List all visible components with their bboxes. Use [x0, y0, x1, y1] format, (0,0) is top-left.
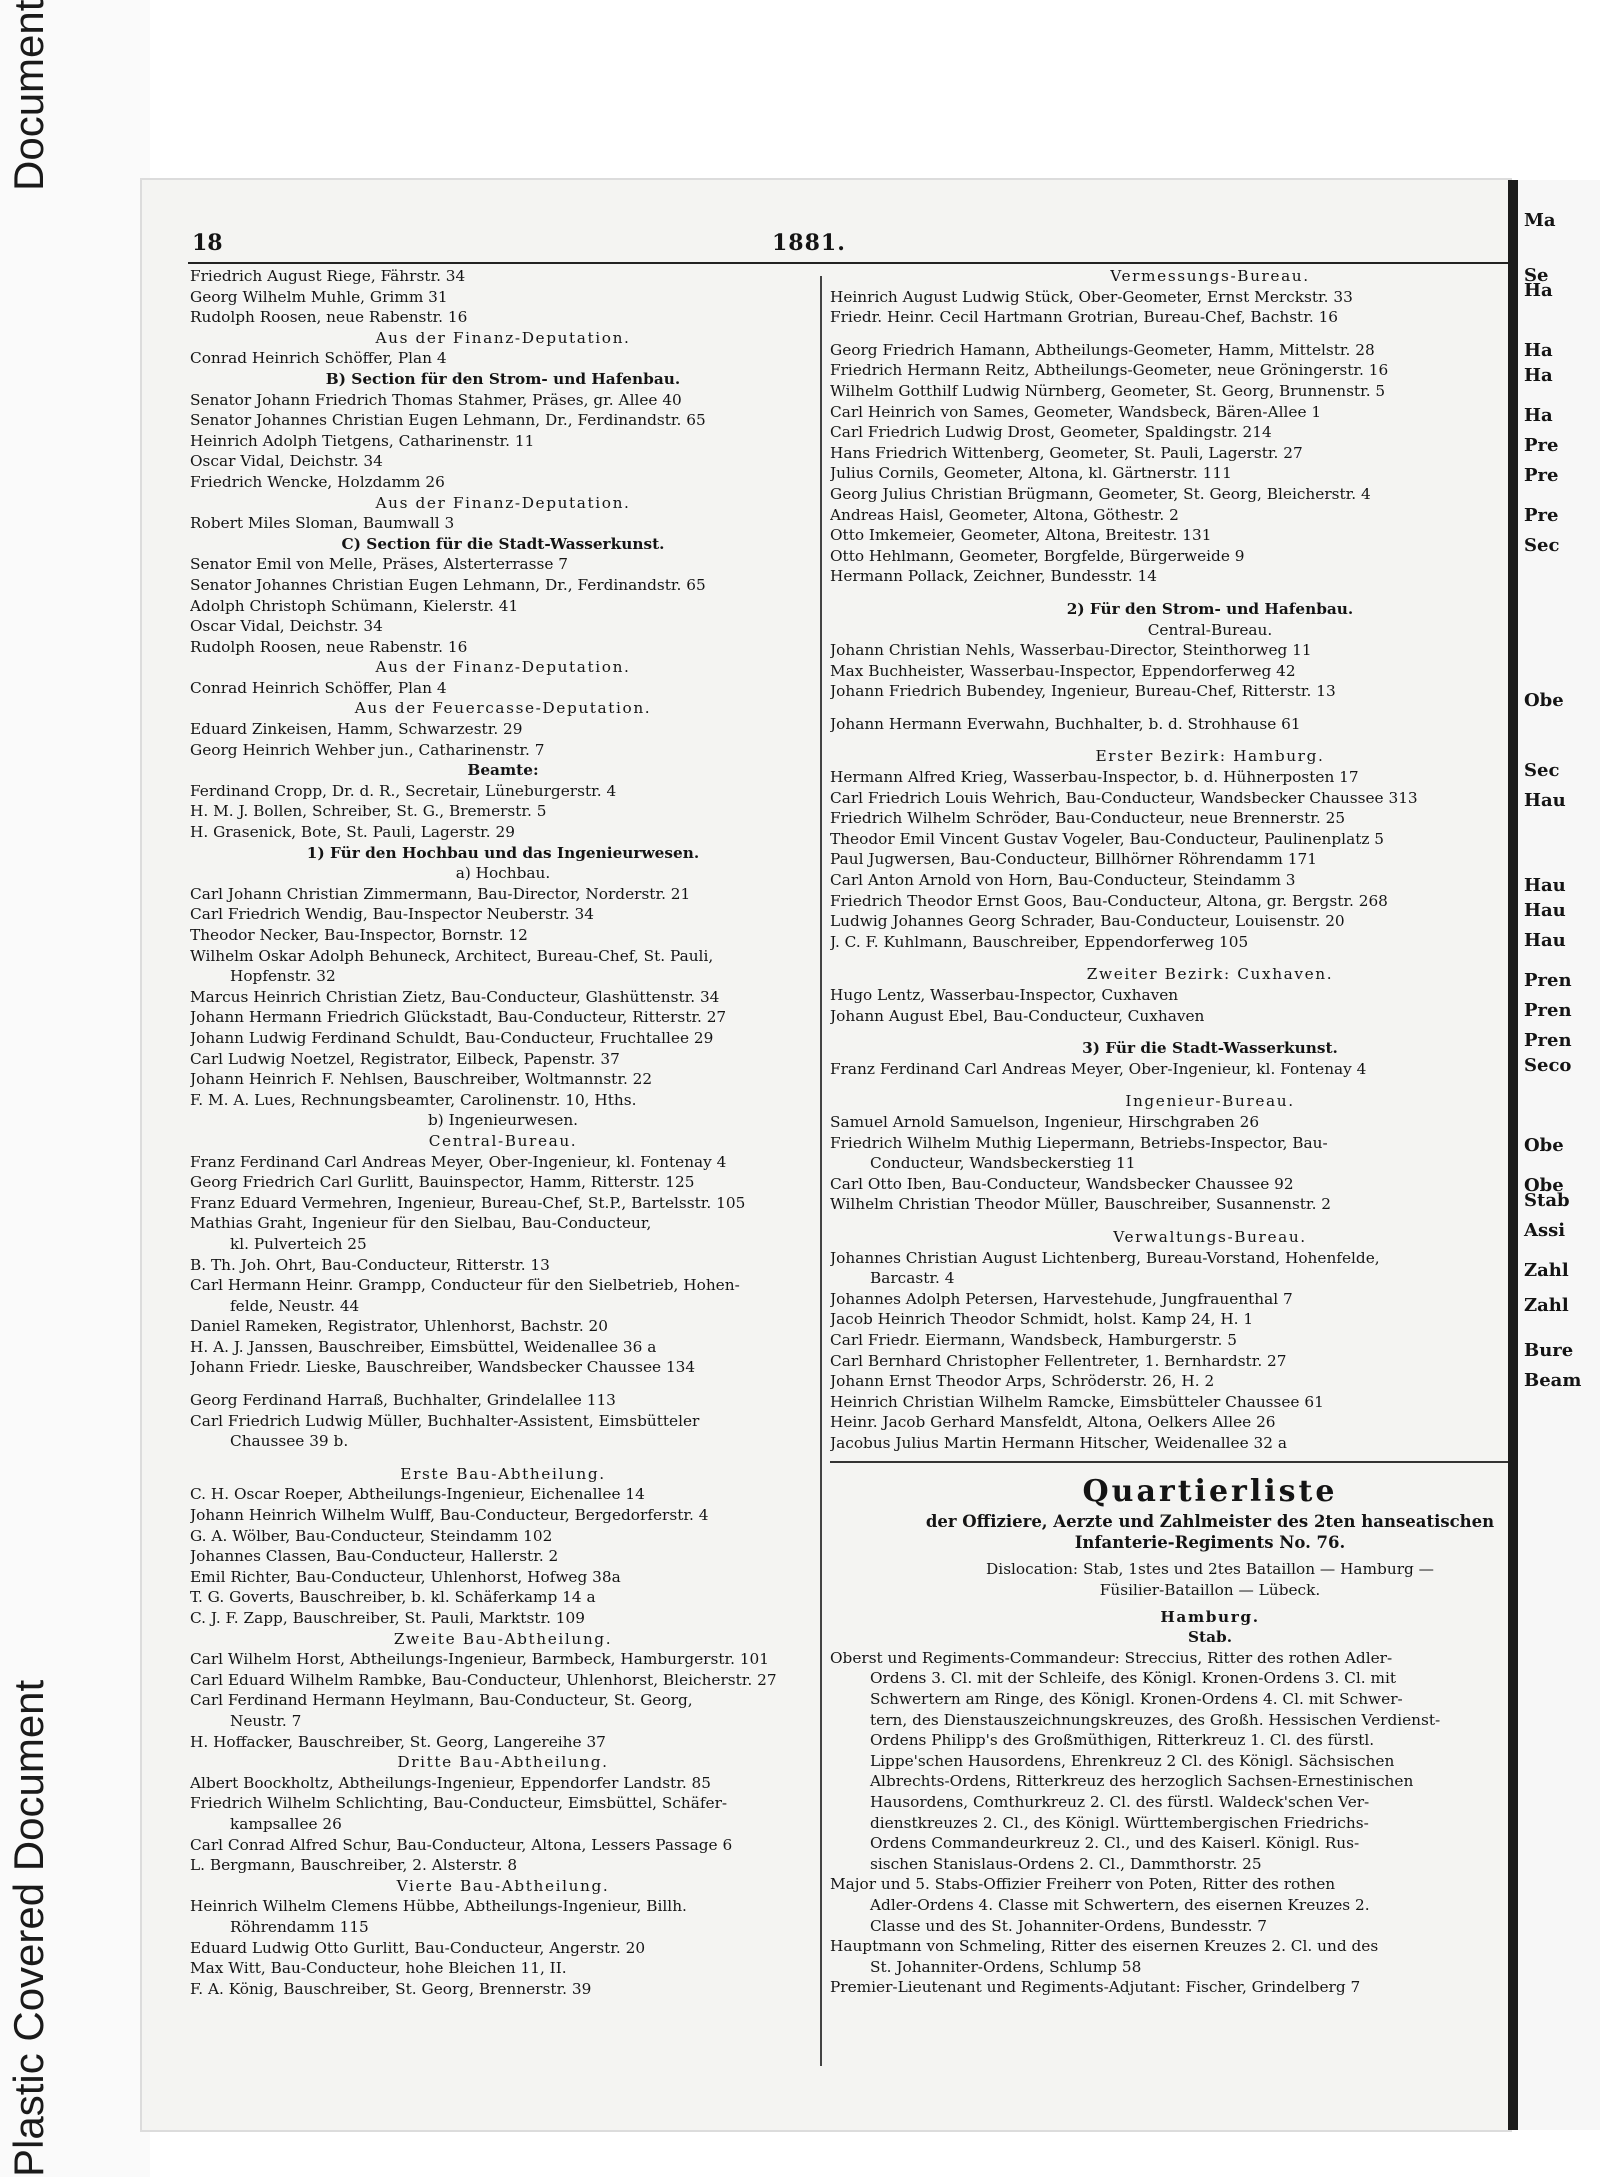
text-line: Wilhelm Oskar Adolph Behuneck, Architect, Bureau-Chef, St. Pauli,: [190, 946, 714, 965]
text-line: Wilhelm Gotthilf Ludwig Nürnberg, Geometer, St. Georg, Brunnenstr. 5: [830, 381, 1386, 400]
text-line: Andreas Haisl, Geometer, Altona, Göthestr. 2: [830, 505, 1179, 524]
text-line: F. A. König, Bauschreiber, St. Georg, Brennerstr. 39: [190, 1979, 592, 1998]
text-line: Heinrich Wilhelm Clemens Hübbe, Abtheilungs-Ingenieur, Billh.: [190, 1897, 687, 1916]
text-line: F. M. A. Lues, Rechnungsbeamter, Carolinenstr. 10, Hths.: [190, 1090, 637, 1109]
spacer: [830, 1026, 1590, 1038]
text-line: 3) Für die Stadt-Wasserkunst.: [1082, 1039, 1338, 1058]
text-line: Albrechts-Ordens, Ritterkreuz des herzoglich Sachsen-Ernestinischen: [870, 1772, 1414, 1791]
text-line: Jacobus Julius Martin Hermann Hitscher, Weidenallee 32 a: [830, 1433, 1287, 1452]
text-line: Max Witt, Bau-Conducteur, hohe Bleichen 11, II.: [190, 1959, 567, 1978]
text-line: Conrad Heinrich Schöffer, Plan 4: [190, 678, 447, 697]
next-page-text: Pre: [1524, 465, 1559, 486]
quartier-subtitle-2: Infanterie-Regiments No. 76.: [1074, 1533, 1346, 1553]
text-line: Johann Heinrich Wilhelm Wulff, Bau-Conducteur, Bergedorferstr. 4: [190, 1506, 709, 1525]
text-line: Johann Hermann Friedrich Glückstadt, Bau-Conducteur, Ritterstr. 27: [190, 1008, 727, 1027]
text-line: Johann Hermann Everwahn, Buchhalter, b. d. Strohhause 61: [830, 714, 1301, 733]
text-line: Rudolph Roosen, neue Rabenstr. 16: [190, 308, 468, 327]
text-line: Johann Ludwig Ferdinand Schuldt, Bau-Conducteur, Fruchtallee 29: [190, 1028, 714, 1047]
text-line: Aus der Finanz-Deputation.: [375, 658, 631, 677]
text-line: Friedrich Wilhelm Schlichting, Bau-Conducteur, Eimsbüttel, Schäfer-: [190, 1794, 728, 1813]
text-line: Conrad Heinrich Schöffer, Plan 4: [190, 349, 447, 368]
next-page-text: Ha: [1524, 340, 1553, 361]
text-line: Carl Bernhard Christopher Fellentreter, 1. Bernhardstr. 27: [830, 1351, 1287, 1370]
next-page-text: Pre: [1524, 505, 1559, 526]
left-column: [190, 266, 816, 1999]
text-line: Friedrich Wencke, Holzdamm 26: [190, 472, 445, 491]
text-line: tern, des Dienstauszeichnungskreuzes, des Großh. Hessischen Verdienst-: [870, 1710, 1441, 1729]
text-line: Heinrich Christian Wilhelm Ramcke, Eimsbütteler Chaussee 61: [830, 1392, 1324, 1411]
text-line: Heinrich August Ludwig Stück, Ober-Geometer, Ernst Merckstr. 33: [830, 287, 1353, 306]
next-page-text: Pren: [1524, 970, 1572, 991]
spacer: [830, 702, 1590, 714]
text-line: Albert Boockholtz, Abtheilungs-Ingenieur, Eppendorfer Landstr. 85: [190, 1773, 712, 1792]
text-line: Johannes Classen, Bau-Conducteur, Hallerstr. 2: [190, 1547, 559, 1566]
text-line: Friedrich Hermann Reitz, Abtheilungs-Geometer, neue Gröningerstr. 16: [830, 361, 1389, 380]
text-line: Hermann Pollack, Zeichner, Bundesstr. 14: [830, 567, 1157, 586]
next-page-text: Ma: [1524, 210, 1556, 231]
side-label-text-2: Document: [5, 0, 52, 192]
page-year: 1881.: [772, 230, 846, 256]
next-page-text: Pren: [1524, 1030, 1572, 1051]
next-page-text: Seco: [1524, 1055, 1572, 1076]
text-line: H. A. J. Janssen, Bauschreiber, Eimsbüttel, Weidenallee 36 a: [190, 1337, 657, 1356]
text-line: Daniel Rameken, Registrator, Uhlenhorst, Bachstr. 20: [190, 1317, 609, 1336]
next-page-text: Pren: [1524, 1000, 1572, 1021]
text-line: Carl Friedrich Wendig, Bau-Inspector Neuberstr. 34: [190, 905, 594, 924]
spacer: [190, 1378, 816, 1390]
text-line: Hans Friedrich Wittenberg, Geometer, St. Pauli, Lagerstr. 27: [830, 443, 1303, 462]
text-line: Hauptmann von Schmeling, Ritter des eisernen Kreuzes 2. Cl. und des: [830, 1937, 1379, 1956]
text-line: Hausordens, Comthurkreuz 2. Cl. des fürstl. Waldeck'schen Ver-: [870, 1793, 1370, 1811]
quartier-subtitle-1: der Offiziere, Aerzte und Zahlmeister des 2ten hanseatischen: [925, 1512, 1495, 1532]
text-line: b) Ingenieurwesen.: [427, 1111, 579, 1130]
text-line: Max Buchheister, Wasserbau-Inspector, Eppendorferweg 42: [830, 661, 1296, 680]
spacer: [190, 1452, 816, 1464]
text-line: Rudolph Roosen, neue Rabenstr. 16: [190, 637, 468, 656]
text-line: Otto Hehlmann, Geometer, Borgfelde, Bürgerweide 9: [830, 546, 1245, 565]
text-line: H. M. J. Bollen, Schreiber, St. G., Bremerstr. 5: [190, 802, 547, 821]
text-line: 2) Für den Strom- und Hafenbau.: [1066, 599, 1354, 618]
text-line: Verwaltungs-Bureau.: [1113, 1227, 1307, 1246]
text-line: Hermann Alfred Krieg, Wasserbau-Inspector, b. d. Hühnerposten 17: [830, 768, 1359, 787]
text-line: Georg Julius Christian Brügmann, Geometer, St. Georg, Bleicherstr. 4: [830, 484, 1371, 503]
text-line: Beamte:: [467, 761, 539, 780]
text-line: Eduard Ludwig Otto Gurlitt, Bau-Conducteur, Angerstr. 20: [190, 1938, 646, 1957]
text-line: Central-Bureau.: [428, 1131, 578, 1150]
text-line: Theodor Emil Vincent Gustav Vogeler, Bau-Conducteur, Paulinenplatz 5: [830, 829, 1384, 848]
side-label: [4, 0, 54, 2177]
right-column-directory: [830, 266, 1590, 1453]
dislocation-line-2: Füsilier-Bataillon — Lübeck.: [1099, 1581, 1321, 1600]
next-page-text: Obe: [1524, 690, 1564, 711]
text-line: St. Johanniter-Ordens, Schlump 58: [870, 1957, 1142, 1976]
text-line: Georg Friedrich Carl Gurlitt, Bauinspector, Hamm, Ritterstr. 125: [190, 1173, 695, 1192]
next-page-text: Beam: [1524, 1370, 1582, 1391]
text-line: kampsallee 26: [230, 1814, 342, 1833]
spacer: [830, 1079, 1590, 1091]
text-line: J. C. F. Kuhlmann, Bauschreiber, Eppendorferweg 105: [830, 932, 1249, 951]
text-line: C) Section für die Stadt-Wasserkunst.: [341, 534, 665, 553]
next-page-text: Ha: [1524, 280, 1553, 301]
next-page-text: Ha: [1524, 365, 1553, 386]
next-page-text: Hau: [1524, 930, 1566, 951]
text-line: Ingenieur-Bureau.: [1125, 1092, 1295, 1111]
text-line: Johann Christian Nehls, Wasserbau-Director, Steinthorweg 11: [830, 641, 1312, 660]
text-line: a) Hochbau.: [455, 864, 551, 883]
text-line: Lippe'schen Hausordens, Ehrenkreuz 2 Cl. des Königl. Sächsischen: [870, 1751, 1395, 1770]
text-line: Johannes Adolph Petersen, Harvestehude, Jungfrauenthal 7: [830, 1289, 1293, 1308]
text-line: Georg Friedrich Hamann, Abtheilungs-Geometer, Hamm, Mittelstr. 28: [830, 340, 1375, 359]
text-line: Johann Friedr. Lieske, Bauschreiber, Wandsbecker Chaussee 134: [190, 1358, 696, 1377]
next-page-text: Se: [1524, 265, 1549, 286]
text-line: Emil Richter, Bau-Conducteur, Uhlenhorst, Hofweg 38a: [190, 1567, 621, 1586]
text-line: Friedrich Wilhelm Schröder, Bau-Conducteur, neue Brennerstr. 25: [830, 809, 1346, 828]
text-line: Georg Heinrich Wehber jun., Catharinenstr. 7: [190, 740, 545, 759]
text-line: Carl Hermann Heinr. Grampp, Conducteur für den Sielbetrieb, Hohen-: [190, 1276, 740, 1295]
spacer: [830, 328, 1590, 340]
text-line: Mathias Graht, Ingenieur für den Sielbau, Bau-Conducteur,: [190, 1214, 652, 1233]
next-page-text: Stab: [1524, 1190, 1570, 1211]
text-line: Carl Wilhelm Horst, Abtheilungs-Ingenieur, Barmbeck, Hamburgerstr. 101: [190, 1650, 770, 1669]
quartier-title: Quartierliste: [1082, 1474, 1338, 1510]
text-line: Franz Eduard Vermehren, Ingenieur, Bureau-Chef, St.P., Bartelsstr. 105: [190, 1193, 746, 1212]
text-line: Schwertern am Ringe, des Königl. Kronen-Ordens 4. Cl. mit Schwer-: [870, 1690, 1403, 1709]
text-line: Senator Johannes Christian Eugen Lehmann, Dr., Ferdinandstr. 65: [190, 575, 706, 594]
text-line: Franz Ferdinand Carl Andreas Meyer, Ober-Ingenieur, kl. Fontenay 4: [190, 1152, 727, 1171]
page-edge: [1508, 180, 1518, 2130]
text-line: Vermessungs-Bureau.: [1110, 267, 1310, 285]
spacer: [830, 1215, 1590, 1227]
text-line: Johannes Christian August Lichtenberg, Bureau-Vorstand, Hohenfelde,: [830, 1248, 1380, 1267]
next-page-text: Sec: [1524, 535, 1560, 556]
text-line: Ludwig Johannes Georg Schrader, Bau-Conducteur, Louisenstr. 20: [830, 912, 1345, 931]
next-page-text: Bure: [1524, 1340, 1574, 1361]
next-page-text: Ha: [1524, 405, 1553, 426]
text-line: H. Hoffacker, Bauschreiber, St. Georg, Langereihe 37: [190, 1732, 606, 1751]
text-line: Chaussee 39 b.: [230, 1432, 349, 1451]
text-line: Marcus Heinrich Christian Zietz, Bau-Conducteur, Glashüttenstr. 34: [190, 987, 720, 1006]
text-line: Georg Wilhelm Muhle, Grimm 31: [190, 287, 448, 306]
text-line: 1) Für den Hochbau und das Ingenieurwesen.: [306, 843, 700, 862]
next-page-text: Hau: [1524, 875, 1566, 896]
text-line: Ferdinand Cropp, Dr. d. R., Secretair, Lüneburgerstr. 4: [190, 781, 617, 800]
text-line: Johann Ernst Theodor Arps, Schröderstr. 26, H. 2: [830, 1372, 1215, 1391]
text-line: Julius Cornils, Geometer, Altona, kl. Gärtnerstr. 111: [830, 464, 1232, 483]
text-line: Premier-Lieutenant und Regiments-Adjutant: Fischer, Grindelberg 7: [830, 1978, 1361, 1997]
city-heading: Hamburg.: [1160, 1607, 1260, 1626]
text-line: Robert Miles Sloman, Baumwall 3: [190, 514, 455, 533]
page-header: [192, 230, 1562, 260]
text-line: Jacob Heinrich Theodor Schmidt, holst. Kamp 24, H. 1: [830, 1310, 1254, 1329]
text-line: Major und 5. Stabs-Offizier Freiherr von Poten, Ritter des rothen: [830, 1875, 1336, 1894]
text-line: Vierte Bau-Abtheilung.: [396, 1876, 610, 1895]
text-line: Johann Heinrich F. Nehlsen, Bauschreiber, Woltmannstr. 22: [190, 1070, 653, 1089]
text-line: Carl Heinrich von Sames, Geometer, Wandsbeck, Bären-Allee 1: [830, 402, 1322, 421]
text-line: Carl Conrad Alfred Schur, Bau-Conducteur, Altona, Lessers Passage 6: [190, 1835, 733, 1854]
text-line: Classe und des St. Johanniter-Ordens, Bundesstr. 7: [870, 1916, 1268, 1935]
text-line: Samuel Arnold Samuelson, Ingenieur, Hirschgraben 26: [830, 1112, 1260, 1131]
text-line: felde, Neustr. 44: [230, 1296, 360, 1315]
text-line: sischen Stanislaus-Ordens 2. Cl., Dammthorstr. 25: [870, 1854, 1262, 1873]
text-line: Neustr. 7: [230, 1711, 302, 1730]
text-line: Hugo Lentz, Wasserbau-Inspector, Cuxhaven: [830, 986, 1179, 1004]
section-rule: [830, 1461, 1590, 1463]
text-line: G. A. Wölber, Bau-Conducteur, Steindamm 102: [190, 1526, 553, 1545]
text-line: Barcastr. 4: [870, 1269, 955, 1288]
header-rule: [188, 262, 1586, 264]
next-page-text: Sec: [1524, 760, 1560, 781]
text-line: C. J. F. Zapp, Bauschreiber, St. Pauli, Marktstr. 109: [190, 1609, 586, 1627]
next-page-text: Obe: [1524, 1135, 1564, 1156]
text-line: Aus der Finanz-Deputation.: [375, 328, 631, 347]
text-line: Carl Ferdinand Hermann Heylmann, Bau-Conducteur, St. Georg,: [190, 1691, 693, 1710]
next-page-text: Assi: [1524, 1220, 1566, 1241]
stab-heading: Stab.: [1187, 1628, 1233, 1647]
text-line: Carl Eduard Wilhelm Rambke, Bau-Conducteur, Uhlenhorst, Bleicherstr. 27: [190, 1670, 777, 1689]
text-line: Carl Otto Iben, Bau-Conducteur, Wandsbecker Chaussee 92: [830, 1174, 1294, 1193]
text-line: Zweite Bau-Abtheilung.: [393, 1629, 613, 1648]
next-page-text: Hau: [1524, 900, 1566, 921]
text-line: H. Grasenick, Bote, St. Pauli, Lagerstr. 29: [190, 823, 515, 842]
next-page-text: Hau: [1524, 790, 1566, 811]
text-line: Franz Ferdinand Carl Andreas Meyer, Ober-Ingenieur, kl. Fontenay 4: [830, 1059, 1367, 1078]
document-page: [142, 180, 1510, 2130]
text-line: Theodor Necker, Bau-Inspector, Bornstr. 12: [190, 926, 528, 944]
text-line: Carl Johann Christian Zimmermann, Bau-Director, Norderstr. 21: [190, 884, 691, 903]
text-line: Senator Johannes Christian Eugen Lehmann, Dr., Ferdinandstr. 65: [190, 411, 706, 430]
text-line: Friedr. Heinr. Cecil Hartmann Grotrian, Bureau-Chef, Bachstr. 16: [830, 308, 1339, 327]
text-line: Carl Friedrich Ludwig Drost, Geometer, Spaldingstr. 214: [830, 423, 1272, 442]
text-line: Wilhelm Christian Theodor Müller, Bauschreiber, Susannenstr. 2: [830, 1195, 1332, 1214]
page-number: 18: [192, 230, 223, 256]
text-line: Otto Imkemeier, Geometer, Altona, Breitestr. 131: [830, 526, 1212, 545]
text-line: Paul Jugwersen, Bau-Conducteur, Billhörner Röhrendamm 171: [830, 850, 1317, 869]
text-line: Dritte Bau-Abtheilung.: [397, 1753, 609, 1772]
text-line: Oscar Vidal, Deichstr. 34: [190, 617, 383, 636]
text-line: C. H. Oscar Roeper, Abtheilungs-Ingenieur, Eichenallee 14: [190, 1485, 645, 1504]
text-line: Senator Emil von Melle, Präses, Alsterterrasse 7: [190, 555, 568, 574]
text-line: Heinrich Adolph Tietgens, Catharinenstr. 11: [190, 431, 535, 450]
text-line: Ordens Commandeurkreuz 2. Cl., und des Kaiserl. Königl. Rus-: [870, 1834, 1360, 1853]
text-line: Eduard Zinkeisen, Hamm, Schwarzestr. 29: [190, 720, 523, 739]
spacer: [830, 587, 1590, 599]
text-line: Carl Ludwig Noetzel, Registrator, Eilbeck, Papenstr. 37: [190, 1049, 620, 1068]
text-line: Central-Bureau.: [1147, 620, 1273, 639]
text-line: Carl Anton Arnold von Horn, Bau-Conducteur, Steindamm 3: [830, 871, 1296, 890]
right-column: [830, 266, 1590, 1998]
text-line: Aus der Feuercasse-Deputation.: [354, 699, 652, 718]
text-line: Johann August Ebel, Bau-Conducteur, Cuxhaven: [830, 1006, 1205, 1025]
text-line: Oscar Vidal, Deichstr. 34: [190, 452, 383, 471]
text-line: Senator Johann Friedrich Thomas Stahmer, Präses, gr. Allee 40: [190, 390, 682, 409]
next-page-text: Zahl: [1524, 1295, 1569, 1316]
text-line: Georg Ferdinand Harraß, Buchhalter, Grindelallee 113: [190, 1391, 616, 1410]
text-line: Ordens Philipp's des Großmüthigen, Ritterkreuz 1. Cl. des fürstl.: [870, 1731, 1375, 1750]
text-line: Friedrich August Riege, Fährstr. 34: [190, 267, 466, 285]
text-line: Friedrich Wilhelm Muthig Liepermann, Betriebs-Inspector, Bau-: [830, 1133, 1328, 1152]
text-line: Erster Bezirk: Hamburg.: [1095, 747, 1325, 766]
text-line: Heinr. Jacob Gerhard Mansfeldt, Altona, Oelkers Allee 26: [830, 1413, 1276, 1432]
text-line: Röhrendamm 115: [230, 1917, 369, 1936]
text-line: Johann Friedrich Bubendey, Ingenieur, Bureau-Chef, Ritterstr. 13: [830, 682, 1336, 701]
spacer: [830, 734, 1590, 746]
text-line: Erste Bau-Abtheilung.: [400, 1464, 606, 1483]
text-line: Carl Friedrich Ludwig Müller, Buchhalter-Assistent, Eimsbütteler: [190, 1411, 700, 1430]
spacer: [830, 952, 1590, 964]
side-label-text: Plastic Covered Document: [5, 1679, 52, 2177]
text-line: Zweiter Bezirk: Cuxhaven.: [1086, 965, 1334, 984]
text-line: L. Bergmann, Bauschreiber, 2. Alsterstr. 8: [190, 1856, 518, 1875]
text-line: Carl Friedrich Louis Wehrich, Bau-Conducteur, Wandsbecker Chaussee 313: [830, 788, 1418, 807]
text-line: Ordens 3. Cl. mit der Schleife, des Königl. Kronen-Ordens 3. Cl. mit: [870, 1669, 1397, 1688]
text-line: Friedrich Theodor Ernst Goos, Bau-Conducteur, Altona, gr. Bergstr. 268: [830, 891, 1388, 910]
text-line: B. Th. Joh. Ohrt, Bau-Conducteur, Ritterstr. 13: [190, 1255, 550, 1274]
next-page-fragment: [1518, 180, 1600, 2130]
text-line: Conducteur, Wandsbeckerstieg 11: [870, 1154, 1136, 1173]
next-page-text: Zahl: [1524, 1260, 1569, 1281]
text-line: dienstkreuzes 2. Cl., des Königl. Württembergischen Friedrichs-: [870, 1813, 1369, 1832]
text-line: Hopfenstr. 32: [230, 967, 336, 986]
column-divider: [820, 276, 822, 2066]
next-page-text: Pre: [1524, 435, 1559, 456]
right-column-quartierliste: [830, 1648, 1590, 1998]
text-line: B) Section für den Strom- und Hafenbau.: [325, 369, 681, 388]
next-page-text: Obe: [1524, 1175, 1564, 1196]
text-line: kl. Pulverteich 25: [230, 1234, 367, 1253]
text-line: Adolph Christoph Schümann, Kielerstr. 41: [190, 596, 519, 615]
text-line: T. G. Goverts, Bauschreiber, b. kl. Schäferkamp 14 a: [190, 1588, 596, 1607]
text-line: Adler-Ordens 4. Classe mit Schwertern, des eisernen Kreuzes 2.: [870, 1895, 1370, 1914]
dislocation-line-1: Dislocation: Stab, 1stes und 2tes Bataillon — Hamburg —: [986, 1560, 1434, 1579]
text-line: Aus der Finanz-Deputation.: [375, 493, 631, 512]
text-line: Oberst und Regiments-Commandeur: Streccius, Ritter des rothen Adler-: [830, 1648, 1393, 1667]
text-line: Carl Friedr. Eiermann, Wandsbeck, Hamburgerstr. 5: [830, 1330, 1237, 1349]
